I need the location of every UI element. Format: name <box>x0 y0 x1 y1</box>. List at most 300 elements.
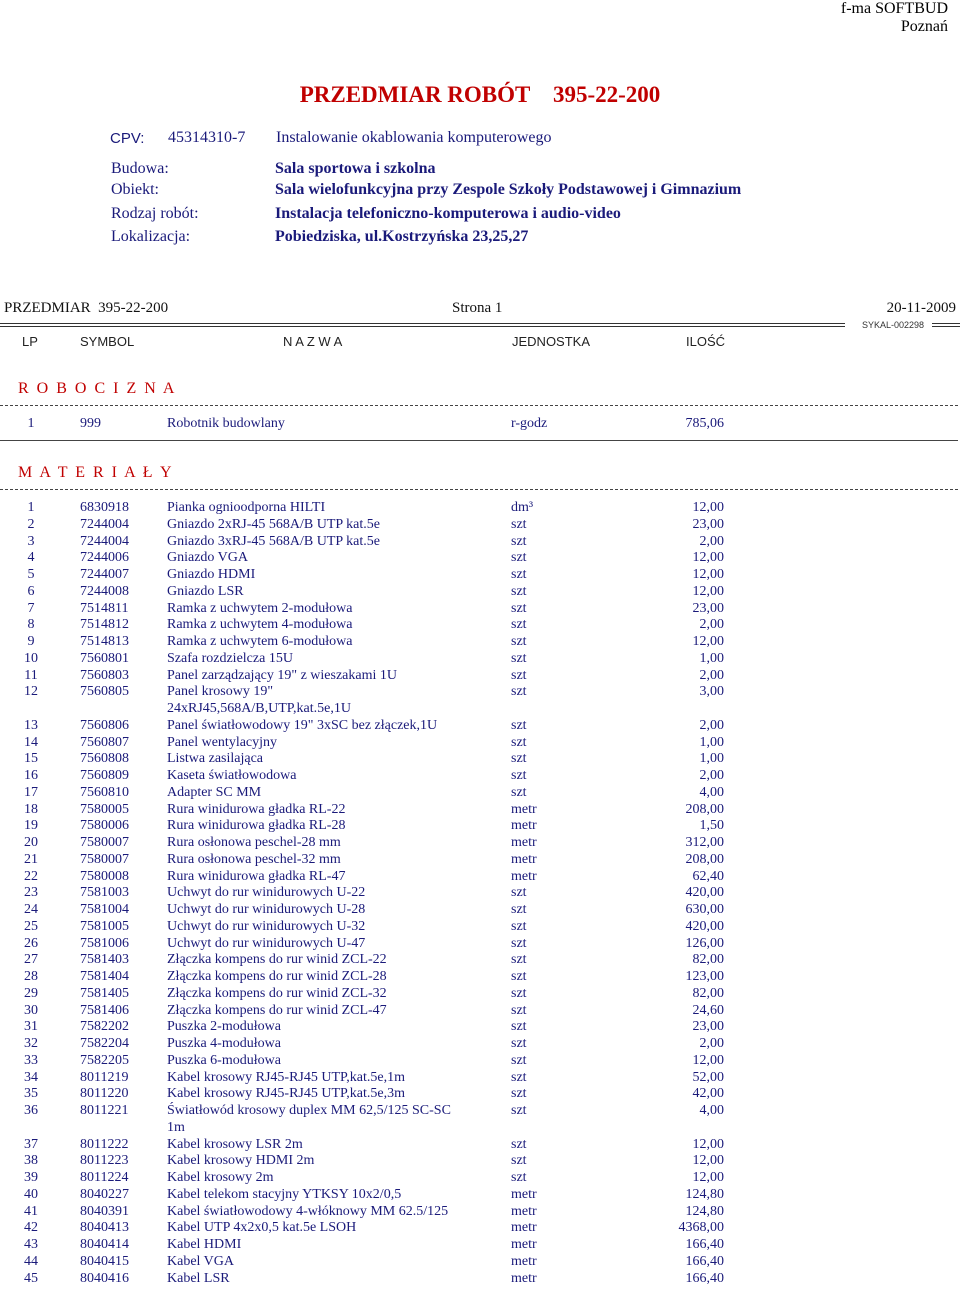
header-divider-right <box>932 323 960 327</box>
row-unit: szt <box>511 583 527 599</box>
row-qty: 4,00 <box>699 1103 724 1118</box>
row-name: Rura winidurowa gładka RL-22 <box>167 801 346 817</box>
row-unit: szt <box>511 567 527 582</box>
row-name: Rura osłonowa peschel-32 mm <box>167 851 341 867</box>
row-qty: 12,00 <box>692 1153 724 1169</box>
table-row-continuation <box>0 701 740 717</box>
row-unit: metr <box>511 1253 537 1269</box>
row-name: Ramka z uchwytem 6-modułowa <box>167 634 353 649</box>
row-symbol: 8011224 <box>80 1170 129 1185</box>
table-row <box>0 1204 740 1220</box>
row-lp: 43 <box>24 1237 38 1252</box>
row-unit: szt <box>511 1052 527 1068</box>
row-unit: metr <box>511 801 537 817</box>
row-name: Uchwyt do rur winidurowych U-28 <box>167 902 366 917</box>
row-qty: 630,00 <box>685 902 724 917</box>
table-row <box>0 802 740 818</box>
row-name: Uchwyt do rur winidurowych U-32 <box>167 918 366 934</box>
row-qty: 2,00 <box>699 617 724 633</box>
row-lp: 3 <box>27 533 35 549</box>
row-name: Kabel krosowy RJ45-RJ45 UTP,kat.5e,3m <box>167 1086 405 1102</box>
row-unit: szt <box>511 768 527 783</box>
row-lp: 6 <box>27 583 35 599</box>
row-symbol: 999 <box>80 416 101 431</box>
table-row <box>0 1254 740 1270</box>
row-symbol: 7581004 <box>80 902 129 917</box>
row-name: Uchwyt do rur winidurowych U-47 <box>167 935 366 951</box>
row-symbol: 7560810 <box>80 784 129 800</box>
table-row <box>0 936 740 952</box>
row-unit: dm³ <box>511 500 534 515</box>
row-name: Gniazdo VGA <box>167 550 249 566</box>
row-name: Adapter SC MM <box>167 784 262 800</box>
row-unit: r-godz <box>511 416 548 431</box>
row-unit: szt <box>511 1153 527 1169</box>
table-row <box>0 902 740 918</box>
row-qty: 4368,00 <box>678 1220 724 1236</box>
row-name: Uchwyt do rur winidurowych U-22 <box>167 885 366 901</box>
row-lp: 34 <box>24 1069 38 1085</box>
row-qty: 2,00 <box>699 768 724 783</box>
col-header-unit: JEDNOSTKA <box>512 334 591 349</box>
row-lp: 37 <box>24 1136 38 1152</box>
row-unit: szt <box>511 885 527 901</box>
row-symbol: 7244007 <box>80 567 129 582</box>
row-name: Gniazdo 2xRJ-45 568A/B UTP kat.5e <box>167 516 380 532</box>
row-qty: 312,00 <box>685 835 724 850</box>
row-symbol: 7581404 <box>80 969 129 984</box>
table-row <box>0 1086 740 1102</box>
table-row <box>0 1237 740 1253</box>
table-row <box>0 684 740 700</box>
row-name: Kaseta światłowodowa <box>167 768 297 783</box>
row-symbol: 8011220 <box>80 1086 129 1102</box>
row-symbol: 8011221 <box>80 1103 129 1118</box>
info-value-rodzaj: Instalacja telefoniczno-komputerowa i audio-video <box>275 205 621 222</box>
row-unit: metr <box>511 1237 537 1252</box>
row-lp: 5 <box>27 567 35 582</box>
table-row <box>0 1220 740 1236</box>
col-header-qty: ILOŚĆ <box>686 334 726 349</box>
row-qty: 208,00 <box>685 851 724 867</box>
table-row <box>0 517 740 533</box>
row-lp: 2 <box>27 516 35 532</box>
table-row <box>0 1137 740 1153</box>
row-unit: szt <box>511 516 527 532</box>
row-unit: szt <box>511 751 527 767</box>
table-row <box>0 1170 740 1186</box>
table-row-continuation <box>0 1120 740 1136</box>
row-unit: szt <box>511 1002 527 1018</box>
table-row <box>0 1053 740 1069</box>
row-lp: 14 <box>24 734 38 750</box>
row-unit: szt <box>511 1136 527 1152</box>
row-qty: 208,00 <box>685 801 724 817</box>
row-unit: metr <box>511 1270 537 1286</box>
row-name: Pianka ognioodporna HILTI <box>167 500 326 515</box>
table-row <box>0 986 740 1002</box>
row-symbol: 7582204 <box>80 1036 129 1051</box>
table-row <box>0 735 740 751</box>
row-symbol: 7560803 <box>80 667 129 683</box>
row-qty: 1,00 <box>699 650 724 666</box>
row-name: Gniazdo LSR <box>167 583 244 599</box>
row-name: Panel wentylacyjny <box>167 734 278 750</box>
table-row <box>0 1019 740 1035</box>
row-qty: 126,00 <box>685 935 724 951</box>
company-name: f-ma SOFTBUD <box>840 0 948 17</box>
row-qty: 124,80 <box>685 1203 724 1219</box>
row-lp: 4 <box>27 550 35 566</box>
row-lp: 45 <box>24 1270 38 1286</box>
row-lp: 9 <box>27 634 35 649</box>
row-unit: szt <box>511 634 527 649</box>
header-date: 20-11-2009 <box>886 300 956 316</box>
row-symbol: 8040413 <box>80 1220 129 1236</box>
row-qty: 42,00 <box>692 1086 724 1102</box>
table-row <box>0 617 740 633</box>
row-lp: 15 <box>24 751 38 767</box>
row-name: Kabel UTP 4x2x0,5 kat.5e LSOH <box>167 1220 357 1236</box>
info-value-obiekt: Sala wielofunkcyjna przy Zespole Szkoły Podstawowej i Gimnazium <box>275 181 742 198</box>
row-symbol: 7560805 <box>80 684 129 700</box>
row-name: Puszka 4-modułowa <box>167 1036 281 1051</box>
row-unit: metr <box>511 851 537 867</box>
row-qty: 166,40 <box>685 1237 724 1252</box>
row-qty: 2,00 <box>699 1036 724 1051</box>
row-lp: 41 <box>24 1203 38 1219</box>
row-lp: 35 <box>24 1086 38 1102</box>
row-name: Kabel krosowy 2m <box>167 1170 274 1185</box>
row-symbol: 7581405 <box>80 985 129 1001</box>
section-robocizna-title: R O B O C I Z N A <box>18 380 177 397</box>
row-symbol: 8040414 <box>80 1237 129 1252</box>
row-name: Rura winidurowa gładka RL-28 <box>167 818 346 834</box>
row-symbol: 7582202 <box>80 1019 129 1035</box>
row-unit: szt <box>511 918 527 934</box>
row-lp: 30 <box>24 1002 38 1018</box>
row-symbol: 7244004 <box>80 516 129 532</box>
section-materialy-title: M A T E R I A Ł Y <box>18 464 174 481</box>
info-label-lokalizacja: Lokalizacja: <box>111 228 191 245</box>
row-qty: 2,00 <box>699 667 724 683</box>
row-name: Gniazdo HDMI <box>167 567 256 582</box>
row-lp: 23 <box>24 885 38 901</box>
row-symbol: 7580005 <box>80 801 129 817</box>
row-symbol: 8040416 <box>80 1270 129 1286</box>
row-unit: szt <box>511 734 527 750</box>
row-symbol: 7581003 <box>80 885 129 901</box>
header-divider <box>0 323 845 327</box>
row-lp: 32 <box>24 1036 38 1051</box>
row-name: Kabel HDMI <box>167 1237 242 1252</box>
row-unit: metr <box>511 1220 537 1236</box>
row-lp: 36 <box>24 1103 38 1118</box>
table-row <box>0 601 740 617</box>
row-lp: 1 <box>27 500 35 515</box>
row-qty: 12,00 <box>692 567 724 582</box>
row-symbol: 8011223 <box>80 1153 129 1169</box>
row-lp: 39 <box>24 1170 38 1185</box>
section-divider <box>0 440 958 441</box>
row-symbol: 7560807 <box>80 734 129 750</box>
row-name: Rura osłonowa peschel-28 mm <box>167 835 341 850</box>
row-unit: szt <box>511 667 527 683</box>
row-lp: 28 <box>24 969 38 984</box>
row-lp: 38 <box>24 1153 38 1169</box>
col-header-lp: LP <box>22 334 38 349</box>
row-name: Rura winidurowa gładka RL-47 <box>167 868 346 884</box>
table-row <box>0 534 740 550</box>
row-name-continuation: 24xRJ45,568A/B,UTP,kat.5e,1U <box>167 701 351 716</box>
row-symbol: 7244004 <box>80 533 129 549</box>
row-qty: 2,00 <box>699 717 724 733</box>
row-unit: szt <box>511 1036 527 1051</box>
row-symbol: 7514813 <box>80 634 129 649</box>
row-name: Złączka kompens do rur winid ZCL-22 <box>167 952 387 968</box>
cpv-code: 45314310-7 <box>168 129 246 146</box>
row-name: Panel światłowodowy 19" 3xSC bez złączek,1U <box>167 717 438 733</box>
row-name: Panel zarządzający 19" z wieszakami 1U <box>167 667 397 683</box>
row-lp: 25 <box>24 918 38 934</box>
row-qty: 23,00 <box>692 516 724 532</box>
row-symbol: 7560808 <box>80 751 129 767</box>
row-lp: 42 <box>24 1220 38 1236</box>
table-row <box>0 1103 740 1119</box>
row-lp: 44 <box>24 1253 38 1269</box>
row-lp: 16 <box>24 768 38 783</box>
row-qty: 12,00 <box>692 1170 724 1185</box>
row-name: Kabel światłowodowy 4-włóknowy MM 62.5/125 <box>167 1203 449 1219</box>
table-row <box>0 885 740 901</box>
row-symbol: 7582205 <box>80 1052 129 1068</box>
table-row <box>0 768 740 784</box>
col-header-name: N A Z W A <box>283 334 343 349</box>
row-name: Złączka kompens do rur winid ZCL-28 <box>167 969 387 984</box>
table-row <box>0 718 740 734</box>
document-title: PRZEDMIAR ROBÓT 395-22-200 <box>299 82 661 107</box>
row-symbol: 7244006 <box>80 550 129 566</box>
row-lp: 1 <box>27 416 35 431</box>
table-row <box>0 550 740 566</box>
table-row <box>0 651 740 667</box>
row-unit: szt <box>511 684 527 700</box>
row-lp: 22 <box>24 868 38 884</box>
row-name: Kabel krosowy RJ45-RJ45 UTP,kat.5e,1m <box>167 1069 405 1085</box>
row-unit: szt <box>511 1170 527 1185</box>
row-unit: szt <box>511 533 527 549</box>
row-lp: 19 <box>24 818 38 834</box>
row-qty: 2,00 <box>699 533 724 549</box>
row-qty: 124,80 <box>685 1186 724 1202</box>
row-unit: szt <box>511 617 527 633</box>
row-lp: 10 <box>24 650 38 666</box>
table-row <box>0 751 740 767</box>
row-unit: szt <box>511 650 527 666</box>
table-row <box>0 567 740 583</box>
row-unit: szt <box>511 902 527 917</box>
row-lp: 21 <box>24 851 38 867</box>
table-row <box>0 919 740 935</box>
section-divider <box>0 489 958 490</box>
info-value-budowa: Sala sportowa i szkolna <box>275 160 436 177</box>
row-qty: 12,00 <box>692 500 724 515</box>
table-row <box>0 785 740 801</box>
row-symbol: 8011222 <box>80 1136 129 1152</box>
row-lp: 8 <box>27 617 35 633</box>
row-qty: 23,00 <box>692 600 724 616</box>
row-name: Kabel telekom stacyjny YTKSY 10x2/0,5 <box>167 1186 402 1202</box>
row-symbol: 7514812 <box>80 617 129 633</box>
page-number: Strona 1 <box>452 300 503 316</box>
row-unit: szt <box>511 1069 527 1085</box>
row-unit: metr <box>511 1203 537 1219</box>
row-qty: 1,00 <box>699 751 724 767</box>
row-symbol: 7581006 <box>80 935 129 951</box>
row-qty: 1,00 <box>699 734 724 750</box>
table-row <box>0 818 740 834</box>
row-qty: 3,00 <box>699 684 724 700</box>
row-symbol: 7580006 <box>80 818 129 834</box>
table-row <box>0 1070 740 1086</box>
row-name: Kabel VGA <box>167 1253 235 1269</box>
row-name: Szafa rozdzielcza 15U <box>167 650 293 666</box>
table-row <box>0 416 740 432</box>
row-qty: 24,60 <box>692 1002 724 1018</box>
info-value-lokalizacja: Pobiedziska, ul.Kostrzyńska 23,25,27 <box>275 228 529 245</box>
cpv-description: Instalowanie okablowania komputerowego <box>276 129 552 146</box>
table-row <box>0 1036 740 1052</box>
info-label-rodzaj: Rodzaj robót: <box>111 205 199 222</box>
row-qty: 12,00 <box>692 1136 724 1152</box>
row-symbol: 8011219 <box>80 1069 129 1085</box>
row-lp: 31 <box>24 1019 38 1035</box>
table-row <box>0 1271 740 1287</box>
row-lp: 33 <box>24 1052 38 1068</box>
row-lp: 11 <box>24 667 38 683</box>
row-qty: 23,00 <box>692 1019 724 1035</box>
row-symbol: 7514811 <box>80 600 129 616</box>
row-name: Kabel LSR <box>167 1270 230 1286</box>
row-symbol: 8040415 <box>80 1253 129 1269</box>
row-lp: 13 <box>24 717 38 733</box>
row-unit: szt <box>511 952 527 968</box>
row-name: Ramka z uchwytem 2-modułowa <box>167 600 353 616</box>
row-symbol: 8040227 <box>80 1186 129 1202</box>
row-unit: szt <box>511 1086 527 1102</box>
company-block <box>841 0 948 36</box>
row-unit: szt <box>511 1103 527 1118</box>
row-lp: 26 <box>24 935 38 951</box>
table-row <box>0 969 740 985</box>
row-unit: metr <box>511 868 537 884</box>
row-name: Puszka 6-modułowa <box>167 1052 281 1068</box>
row-name: Złączka kompens do rur winid ZCL-47 <box>167 1002 387 1018</box>
row-qty: 420,00 <box>685 885 724 901</box>
table-row <box>0 1003 740 1019</box>
row-lp: 17 <box>24 784 38 800</box>
row-symbol: 7560801 <box>80 650 129 666</box>
row-lp: 24 <box>24 902 38 917</box>
row-qty: 82,00 <box>692 952 724 968</box>
row-name: Światłowód krosowy duplex MM 62,5/125 SC-SC <box>167 1103 451 1118</box>
col-header-symbol: SYMBOL <box>80 334 135 349</box>
table-row <box>0 1153 740 1169</box>
row-qty: 166,40 <box>685 1270 724 1286</box>
row-lp: 18 <box>24 801 38 817</box>
row-unit: metr <box>511 1186 537 1202</box>
row-unit: szt <box>511 1019 527 1035</box>
row-lp: 27 <box>24 952 38 968</box>
row-name: Ramka z uchwytem 4-modułowa <box>167 617 353 633</box>
sykal-code: SYKAL-002298 <box>861 320 924 330</box>
table-row <box>0 584 740 600</box>
row-unit: szt <box>511 550 527 566</box>
row-symbol: 7560806 <box>80 717 129 733</box>
row-qty: 12,00 <box>692 634 724 649</box>
row-unit: szt <box>511 717 527 733</box>
row-lp: 40 <box>24 1186 38 1202</box>
row-symbol: 7580007 <box>80 851 129 867</box>
row-symbol: 7560809 <box>80 768 129 783</box>
row-qty: 123,00 <box>685 969 724 984</box>
row-qty: 785,06 <box>685 416 724 431</box>
row-qty: 62,40 <box>692 868 724 884</box>
row-name: Robotnik budowlany <box>167 416 285 431</box>
row-symbol: 8040391 <box>80 1203 129 1219</box>
row-symbol: 7581406 <box>80 1002 129 1018</box>
row-unit: szt <box>511 935 527 951</box>
row-qty: 4,00 <box>699 784 724 800</box>
row-lp: 20 <box>24 835 38 850</box>
company-city: Poznań <box>900 18 948 35</box>
row-qty: 52,00 <box>692 1069 724 1085</box>
row-symbol: 7580007 <box>80 835 129 850</box>
info-label-obiekt: Obiekt: <box>111 181 159 198</box>
row-name: Puszka 2-modułowa <box>167 1019 281 1035</box>
table-row <box>0 952 740 968</box>
table-row <box>0 634 740 650</box>
table-row <box>0 500 740 516</box>
row-name: Gniazdo 3xRJ-45 568A/B UTP kat.5e <box>167 533 380 549</box>
table-row <box>0 869 740 885</box>
row-lp: 7 <box>27 600 35 616</box>
row-symbol: 6830918 <box>80 500 129 515</box>
row-unit: metr <box>511 818 537 834</box>
row-qty: 82,00 <box>692 985 724 1001</box>
row-name: Panel krosowy 19" <box>167 684 274 700</box>
row-unit: szt <box>511 784 527 800</box>
row-symbol: 7580008 <box>80 868 129 884</box>
row-qty: 420,00 <box>685 918 724 934</box>
row-name: Listwa zasilająca <box>167 751 264 767</box>
row-qty: 166,40 <box>685 1253 724 1269</box>
section-divider <box>0 405 958 406</box>
row-qty: 12,00 <box>692 550 724 566</box>
cpv-label: CPV: <box>110 130 145 147</box>
row-name-continuation: 1m <box>167 1119 185 1135</box>
row-name: Kabel krosowy LSR 2m <box>167 1136 303 1152</box>
table-row <box>0 668 740 684</box>
row-symbol: 7581005 <box>80 918 129 934</box>
row-qty: 12,00 <box>692 1052 724 1068</box>
row-unit: metr <box>511 835 537 850</box>
info-label-budowa: Budowa: <box>111 160 169 177</box>
row-qty: 1,50 <box>699 818 724 834</box>
table-row <box>0 835 740 851</box>
row-unit: szt <box>511 969 527 984</box>
row-symbol: 7244008 <box>80 583 129 599</box>
